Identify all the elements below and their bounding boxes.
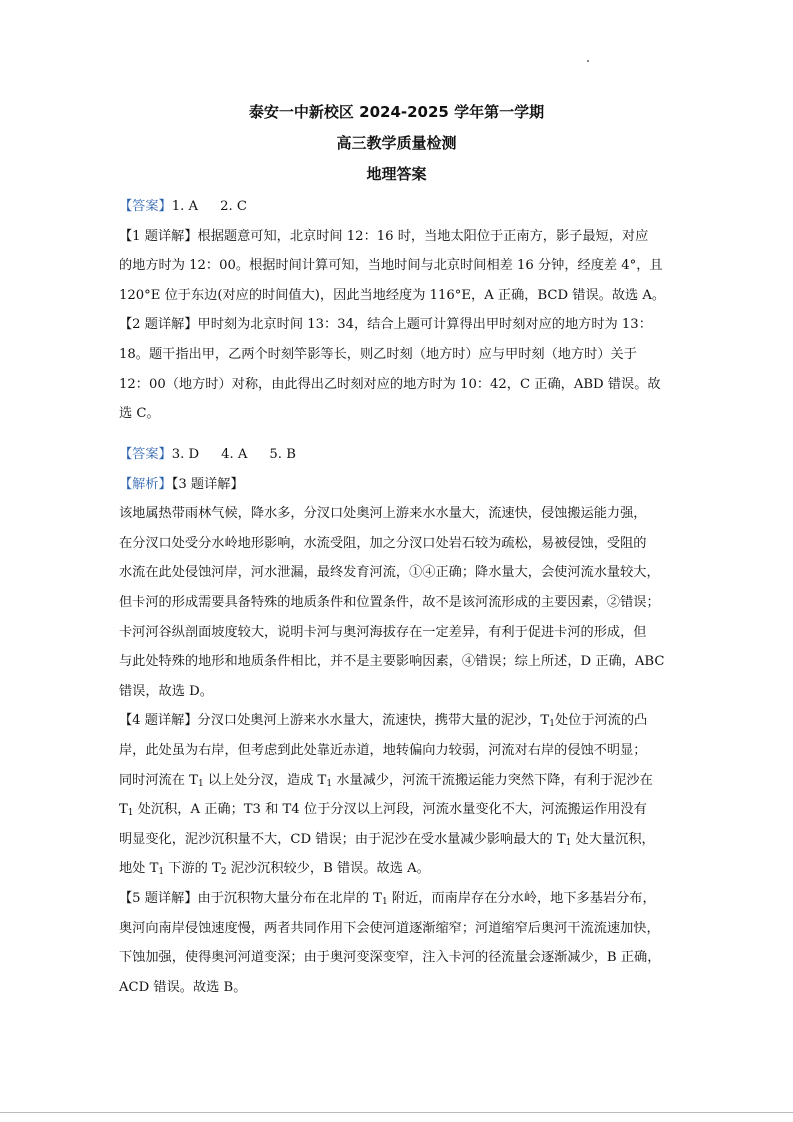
q4-tag: 【4 题详解】 xyxy=(119,713,198,729)
page-bottom-rule xyxy=(0,1112,793,1113)
q5-text-a: 由于沉积物大量分布在北岸的 T xyxy=(197,890,382,906)
q4-text-h: 明显变化，泥沙沉积量不大，CD 错误；由于泥沙在受水量减少影响最大的 T xyxy=(119,831,566,847)
q1-tag: 【1 题详解】 xyxy=(119,228,198,244)
q5-tag: 【5 题详解】 xyxy=(119,890,198,906)
q4-line-1 xyxy=(119,706,679,736)
q4-text-f: T xyxy=(119,802,128,818)
q2-line-1 xyxy=(119,310,679,340)
subscript: 1 xyxy=(158,867,165,878)
answer-line-2 xyxy=(119,440,679,470)
q4-line-2: 岸，此处虽为右岸，但考虑到此处靠近赤道，地转偏向力较弱，河流对右岸的侵蚀不明显； xyxy=(119,742,647,758)
section-2 xyxy=(119,440,679,1002)
q4-text-c: 同时河流在 T xyxy=(119,772,198,788)
q5-line-2: 奥河向南岸侵蚀速度慢，两者共同作用下会使河道逐渐缩窄；河道缩窄后奥河干流流速加快， xyxy=(119,920,660,936)
q1-line-3: 120°E 位于东边(对应的时间值大)，因此当地经度为 116°E，A 正确，BCD 错误。故选 A。 xyxy=(119,287,666,303)
corner-dot xyxy=(587,60,589,62)
answer-tag: 【答案】 xyxy=(119,199,172,214)
subscript: 1 xyxy=(197,778,204,789)
q2-line-2: 18。题干指出甲，乙两个时刻竿影等长，则乙时刻（地方时）应与甲时刻（地方时）关于 xyxy=(119,346,637,362)
q4-text-d: 以上处分汊，造成 T xyxy=(203,772,327,788)
q3-line-7: 错误，故选 D。 xyxy=(119,683,213,699)
analysis-tag: 【解析】 xyxy=(119,476,172,492)
q2-line-3: 12：00（地方时）对称，由此得出乙时刻对应的地方时为 10：42，C 正确，ABD 错误。故 xyxy=(119,376,661,392)
exam-title: 高三教学质量检测 xyxy=(336,134,457,152)
q5-text-b: 附近，而南岸存在分水岭，地下多基岩分布， xyxy=(387,890,656,906)
q2-text: 甲时刻为北京时间 13：34，结合上题可计算得出甲时刻对应的地方时为 13： xyxy=(197,317,652,333)
q4-text-a: 分汊口处奥河上游来水水量大，流速快，携带大量的泥沙，T xyxy=(197,713,550,729)
answer-line-1 xyxy=(119,192,679,222)
subscript: 1 xyxy=(381,896,388,907)
q3-line-3: 水流在此处侵蚀河岸，河水泄漏，最终发育河流，①④正确；降水量大，会使河流水量较大， xyxy=(119,565,660,581)
answer-4: 4. A xyxy=(221,447,248,462)
q4-text-e: 水量减少，河流干流搬运能力突然下降，有利于泥沙在 xyxy=(332,772,653,788)
analysis-line xyxy=(119,470,679,500)
q5-line-4: ACD 错误。故选 B。 xyxy=(119,979,247,995)
q1-line-1 xyxy=(119,222,679,252)
q4-line-3 xyxy=(119,766,679,796)
q3-line-6: 与此处特殊的地形和地质条件相比，并不是主要影响因素，④错误；综上所述，D 正确，ABC xyxy=(119,654,665,670)
q3-line-5: 卡河河谷纵剖面坡度较大，说明卡河与奥河海拔存在一定差异，有利于促进卡河的形成，但 xyxy=(119,624,647,640)
q4-text-b: 处位于河流的凸 xyxy=(554,713,648,729)
subscript: 1 xyxy=(565,837,572,848)
q4-line-4 xyxy=(119,795,679,825)
q1-line-2: 的地方时为 12：00。根据时间计算可知，当地时间与北京时间相差 16 分钟，经度差 4°，且 xyxy=(119,258,663,274)
q5-line-3: 下蚀加强，使得奥河河道变深；由于奥河变深变窄，注入卡河的径流量会逐渐减少，B 正确， xyxy=(119,950,661,966)
q4-line-5 xyxy=(119,825,679,855)
q3-line-1: 该地属热带雨林气候，降水多，分汊口处奥河上游来水水量大，流速快，侵蚀搬运能力强， xyxy=(119,506,647,522)
q3-tag: 【3 题详解】 xyxy=(171,476,244,492)
answer-3: 3. D xyxy=(171,447,200,462)
subscript: 1 xyxy=(549,719,555,730)
q2-line-4: 选 C。 xyxy=(119,406,160,422)
q1-text: 根据题意可知，北京时间 12：16 时，当地太阳位于正南方，影子最短，对应 xyxy=(197,228,649,244)
q4-line-6 xyxy=(119,854,679,884)
subscript: 2 xyxy=(220,867,227,878)
school-title: 泰安一中新校区 2024-2025 学年第一学期 xyxy=(248,103,545,121)
q3-line-2: 在分汊口处受分水岭地形影响，水流受阻，加之分汊口处岩石较为疏松，易被侵蚀，受阻的 xyxy=(119,535,647,551)
subscript: 1 xyxy=(127,808,134,819)
q5-line-1 xyxy=(119,884,679,914)
q4-text-l: 泥沙沉积较少，B 错误。故选 A。 xyxy=(226,861,430,877)
q3-line-4: 但卡河的形成需要具备特殊的地质条件和位置条件，故不是该河流形成的主要因素，②错误； xyxy=(119,594,660,610)
q4-text-i: 处大量沉积， xyxy=(571,831,655,847)
q4-text-k: 下游的 T xyxy=(164,861,221,877)
answer-1: 1. A xyxy=(171,199,199,214)
q2-tag: 【2 题详解】 xyxy=(119,317,198,333)
subject-title: 地理答案 xyxy=(366,165,427,183)
answer-tag-2: 【答案】 xyxy=(119,447,172,462)
q4-text-g: 处沉积，A 正确；T3 和 T4 位于分汊以上河段，河流水量变化不大，河流搬运作用没有 xyxy=(133,802,647,818)
subscript: 1 xyxy=(326,778,333,789)
answer-2: 2. C xyxy=(220,199,247,214)
q4-text-j: 地处 T xyxy=(119,861,159,877)
section-1 xyxy=(119,192,679,429)
answer-5: 5. B xyxy=(269,447,296,462)
